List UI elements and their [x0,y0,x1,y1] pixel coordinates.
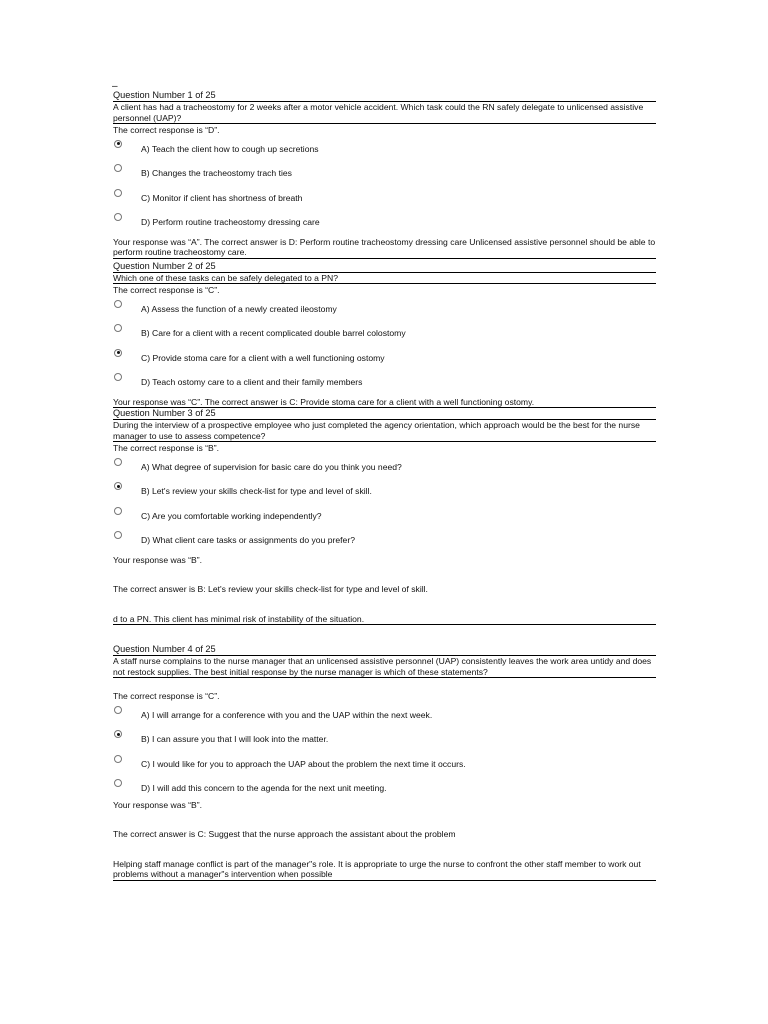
quiz-review [113,88,656,881]
option-label: A) What degree of supervision for basic care do you think you need? [141,461,402,472]
radio-icon[interactable] [114,507,122,515]
question-2-option-c[interactable] [113,345,656,370]
question-1-heading: Question Number 1 of 25 [113,88,656,102]
radio-selected-icon[interactable] [114,140,122,148]
radio-icon[interactable] [114,213,122,221]
question-1-correct-response: The correct response is “D”. [113,125,220,135]
question-4-answer: The correct answer is C: Suggest that the nurse approach the assistant about the problem [113,829,456,839]
radio-selected-icon[interactable] [114,730,122,738]
option-label: D) What client care tasks or assignments do you prefer? [141,535,355,545]
question-4-rationale: Helping staff manage conflict is part of the manager"s role. It is appropriate to urge the nurse to confront the other staff member to work out problems without a manager"s intervention when possible [113,859,656,881]
question-1 [113,88,656,258]
option-label: B) I can assure you that I will look into the matter. [141,734,329,744]
question-4-option-b[interactable] [113,726,656,751]
radio-icon[interactable] [114,458,122,466]
question-4-response: Your response was “B”. [113,799,203,810]
question-4-option-d[interactable] [113,775,656,800]
option-label: D) Perform routine tracheostomy dressing care [141,217,320,227]
question-1-option-d[interactable] [113,209,656,234]
question-4-heading: Question Number 4 of 25 [113,642,656,656]
option-label: D) Teach ostomy care to a client and their family members [141,377,363,387]
question-1-text: A client has had a tracheostomy for 2 weeks after a motor vehicle accident. Which task could the RN safely delegate to unlicensed assistive personnel (UAP)? [113,102,656,124]
question-3-rationale-fragment: d to a PN. This client has minimal risk of instability of the situation. [113,614,656,626]
radio-icon[interactable] [114,779,122,787]
question-4-option-c[interactable] [113,751,656,776]
option-label: A) I will arrange for a conference with you and the UAP within the next week. [141,709,433,720]
question-3-option-b[interactable] [113,478,656,503]
radio-icon[interactable] [114,300,122,308]
option-label: C) Are you comfortable working independently? [141,510,322,521]
question-2 [113,258,656,409]
radio-selected-icon[interactable] [114,482,122,490]
question-4 [113,625,656,881]
question-3-answer: The correct answer is B: Let's review your skills check-list for type and level of skill. [113,584,428,594]
question-3-response: Your response was “B”. [113,554,203,565]
question-3-heading: Question Number 3 of 25 [113,408,656,420]
question-3 [113,408,656,625]
question-3-correct-response: The correct response is “B”. [113,443,220,453]
question-3-option-d[interactable] [113,527,656,552]
question-2-response: Your response was “C”. The correct answer is C: Provide stoma care for a client with a well functioning ostomy. [113,397,656,409]
radio-icon[interactable] [114,324,122,332]
radio-icon[interactable] [114,755,122,763]
question-3-option-c[interactable] [113,503,656,528]
radio-icon[interactable] [114,531,122,539]
question-2-correct-response: The correct response is “C”. [113,285,220,295]
question-1-option-c[interactable] [113,185,656,210]
question-4-option-a[interactable] [113,702,656,727]
question-1-option-b[interactable] [113,160,656,185]
top-mark: – [112,81,118,92]
question-2-heading: Question Number 2 of 25 [113,258,656,273]
option-label: B) Let's review your skills check-list for type and level of skill. [141,486,372,496]
option-label: A) Teach the client how to cough up secretions [141,143,319,154]
question-1-option-a[interactable] [113,136,656,161]
question-2-option-d[interactable] [113,369,656,394]
radio-icon[interactable] [114,373,122,381]
option-label: C) Monitor if client has shortness of breath [141,192,303,203]
question-3-option-a[interactable] [113,454,656,479]
option-label: C) I would like for you to approach the UAP about the problem the next time it occurs. [141,758,466,769]
option-label: B) Care for a client with a recent complicated double barrel colostomy [141,328,406,338]
question-3-text: During the interview of a prospective employee who just completed the agency orientation, which approach would be the best for the nurse manager to use to assess competence? [113,420,656,442]
question-4-text: A staff nurse complains to the nurse manager that an unlicensed assistive personnel (UAP) consistently leaves the work area untidy and does not restock supplies. The best initial response by the nurse manager is which of these statements? [113,656,656,678]
option-label: B) Changes the tracheostomy trach ties [141,168,292,178]
question-2-option-a[interactable] [113,296,656,321]
option-label: C) Provide stoma care for a client with a well functioning ostomy [141,352,385,363]
radio-icon[interactable] [114,189,122,197]
question-1-response: Your response was “A”. The correct answer is D: Perform routine tracheostomy dressing care Unlicensed assistive personnel should be able to perform routine tracheostomy care. [113,236,656,257]
radio-icon[interactable] [114,164,122,172]
question-2-text: Which one of these tasks can be safely delegated to a PN? [113,273,656,285]
radio-selected-icon[interactable] [114,349,122,357]
question-4-correct-response: The correct response is “C”. [113,691,220,701]
question-2-option-b[interactable] [113,320,656,345]
radio-icon[interactable] [114,706,122,714]
option-label: A) Assess the function of a newly created ileostomy [141,303,337,314]
option-label: D) I will add this concern to the agenda for the next unit meeting. [141,783,387,793]
